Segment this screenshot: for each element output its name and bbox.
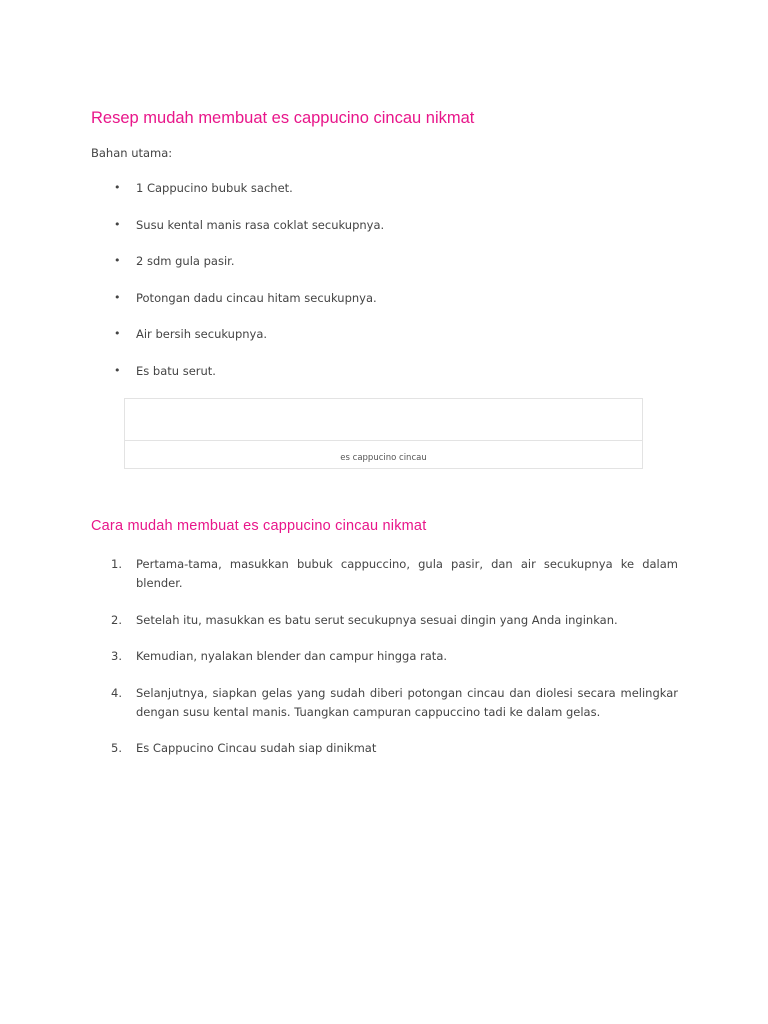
step-text: Setelah itu, masukkan es batu serut secukupnya sesuai dingin yang Anda inginkan. [136,612,618,627]
list-item [91,611,678,630]
steps-list [91,555,678,776]
list-item: • 2 sdm gula pasir. [91,253,384,290]
step-text: Es Cappucino Cincau sudah siap dinikmat [136,741,377,755]
list-item [91,684,678,722]
step-number: 4. [111,685,122,700]
step-number: 1. [111,557,122,571]
list-item [91,739,678,758]
step-text: Selanjutnya, siapkan gelas yang sudah diberi potongan cincau dan diolesi secara melingkar dengan susu kental manis. Tuangkan campuran cappuccino tadi ke dalam gelas. [136,685,678,719]
list-item: • Susu kental manis rasa coklat secukupnya. [91,217,384,254]
recipe-title: Resep mudah membuat es cappucino cincau nikmat [91,109,475,127]
step-text: Pertama-tama, masukkan bubuk cappuccino, gula pasir, dan air secukupnya ke dalam blender. [136,557,678,590]
list-item: • Potongan dadu cincau hitam secukupnya. [91,290,384,327]
method-title: Cara mudah membuat es cappucino cincau nikmat [91,518,427,534]
step-number: 2. [111,612,122,627]
ingredients-intro: Bahan utama: [91,146,173,160]
step-number: 3. [111,649,122,663]
figure-image-placeholder [125,399,642,441]
step-number: 5. [111,741,122,755]
list-item: • 1 Cappucino bubuk sachet. [91,180,384,217]
step-text: Kemudian, nyalakan blender dan campur hingga rata. [136,649,448,663]
recipe-figure [124,398,643,469]
ingredients-list [91,180,384,400]
list-item: • Es batu serut. [91,363,384,400]
list-item: • Air bersih secukupnya. [91,326,384,363]
list-item [91,555,678,593]
figure-caption: es cappucino cincau [340,453,427,463]
list-item [91,647,678,666]
